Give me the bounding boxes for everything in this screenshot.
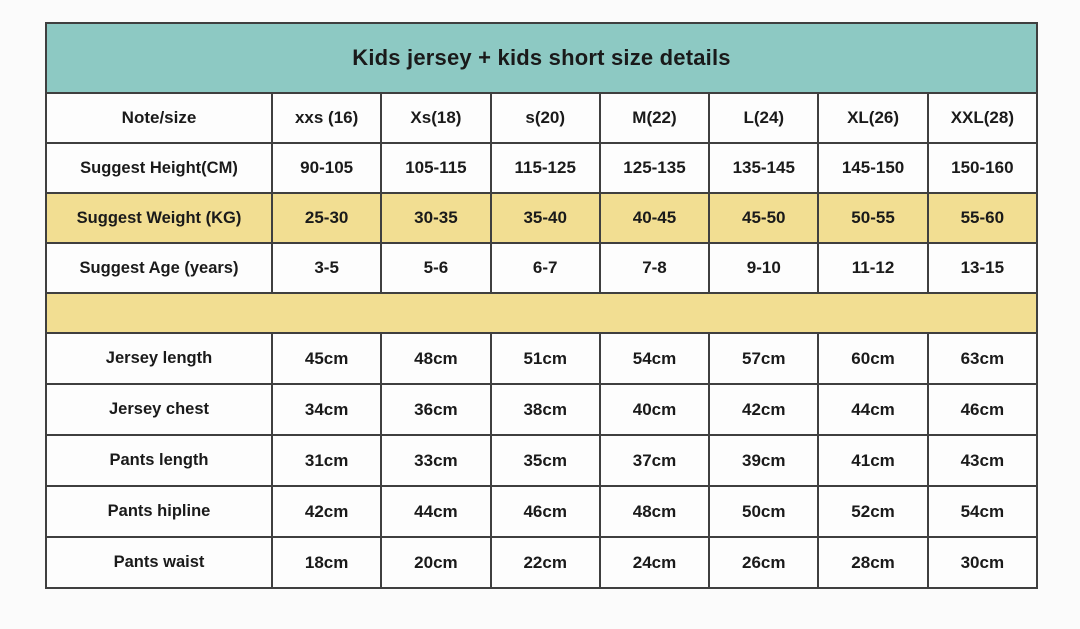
cell-value: 43cm <box>928 435 1037 486</box>
cell-value: 6-7 <box>491 243 600 293</box>
cell-value: 40-45 <box>600 193 709 243</box>
cell-value: 125-135 <box>600 143 709 193</box>
cell-value: 31cm <box>272 435 381 486</box>
cell-value: 20cm <box>381 537 490 588</box>
cell-value: 28cm <box>818 537 927 588</box>
cell-value: 150-160 <box>928 143 1037 193</box>
table-row <box>46 193 1037 243</box>
cell-value: 90-105 <box>272 143 381 193</box>
row-label: Suggest Age (years) <box>46 243 272 293</box>
cell-value: 60cm <box>818 333 927 384</box>
cell-value: 50cm <box>709 486 818 537</box>
cell-value: 51cm <box>491 333 600 384</box>
cell-value: 105-115 <box>381 143 490 193</box>
cell-value: 115-125 <box>491 143 600 193</box>
size-column-header: XL(26) <box>818 93 927 143</box>
cell-value: 45-50 <box>709 193 818 243</box>
cell-value: 34cm <box>272 384 381 435</box>
row-label: Jersey chest <box>46 384 272 435</box>
cell-value: 57cm <box>709 333 818 384</box>
title-row <box>46 23 1037 93</box>
row-label: Pants length <box>46 435 272 486</box>
note-size-header: Note/size <box>46 93 272 143</box>
cell-value: 46cm <box>928 384 1037 435</box>
cell-value: 30cm <box>928 537 1037 588</box>
cell-value: 46cm <box>491 486 600 537</box>
cell-value: 35cm <box>491 435 600 486</box>
cell-value: 42cm <box>709 384 818 435</box>
cell-value: 40cm <box>600 384 709 435</box>
table-row <box>46 243 1037 293</box>
cell-value: 30-35 <box>381 193 490 243</box>
cell-value: 54cm <box>928 486 1037 537</box>
cell-value: 48cm <box>381 333 490 384</box>
table-row <box>46 143 1037 193</box>
cell-value: 25-30 <box>272 193 381 243</box>
row-label: Pants hipline <box>46 486 272 537</box>
size-column-header: xxs (16) <box>272 93 381 143</box>
cell-value: 63cm <box>928 333 1037 384</box>
row-label: Suggest Height(CM) <box>46 143 272 193</box>
table-row <box>46 333 1037 384</box>
table-row <box>46 384 1037 435</box>
cell-value: 45cm <box>272 333 381 384</box>
cell-value: 13-15 <box>928 243 1037 293</box>
cell-value: 7-8 <box>600 243 709 293</box>
row-label: Pants waist <box>46 537 272 588</box>
table-row <box>46 435 1037 486</box>
cell-value: 54cm <box>600 333 709 384</box>
size-chart-table <box>45 22 1038 589</box>
cell-value: 135-145 <box>709 143 818 193</box>
separator-band-row <box>46 293 1037 333</box>
cell-value: 9-10 <box>709 243 818 293</box>
table-title: Kids jersey + kids short size details <box>46 23 1037 93</box>
size-column-header: Xs(18) <box>381 93 490 143</box>
cell-value: 35-40 <box>491 193 600 243</box>
table-row <box>46 537 1037 588</box>
cell-value: 44cm <box>818 384 927 435</box>
cell-value: 39cm <box>709 435 818 486</box>
cell-value: 145-150 <box>818 143 927 193</box>
cell-value: 42cm <box>272 486 381 537</box>
cell-value: 18cm <box>272 537 381 588</box>
cell-value: 38cm <box>491 384 600 435</box>
cell-value: 5-6 <box>381 243 490 293</box>
cell-value: 44cm <box>381 486 490 537</box>
size-column-header: M(22) <box>600 93 709 143</box>
cell-value: 50-55 <box>818 193 927 243</box>
table-row <box>46 486 1037 537</box>
row-label: Jersey length <box>46 333 272 384</box>
cell-value: 52cm <box>818 486 927 537</box>
cell-value: 3-5 <box>272 243 381 293</box>
cell-value: 41cm <box>818 435 927 486</box>
cell-value: 24cm <box>600 537 709 588</box>
cell-value: 26cm <box>709 537 818 588</box>
separator-band <box>46 293 1037 333</box>
cell-value: 33cm <box>381 435 490 486</box>
cell-value: 37cm <box>600 435 709 486</box>
cell-value: 48cm <box>600 486 709 537</box>
cell-value: 11-12 <box>818 243 927 293</box>
cell-value: 36cm <box>381 384 490 435</box>
cell-value: 22cm <box>491 537 600 588</box>
cell-value: 55-60 <box>928 193 1037 243</box>
column-header-row <box>46 93 1037 143</box>
row-label: Suggest Weight (KG) <box>46 193 272 243</box>
size-column-header: XXL(28) <box>928 93 1037 143</box>
size-column-header: L(24) <box>709 93 818 143</box>
size-column-header: s(20) <box>491 93 600 143</box>
